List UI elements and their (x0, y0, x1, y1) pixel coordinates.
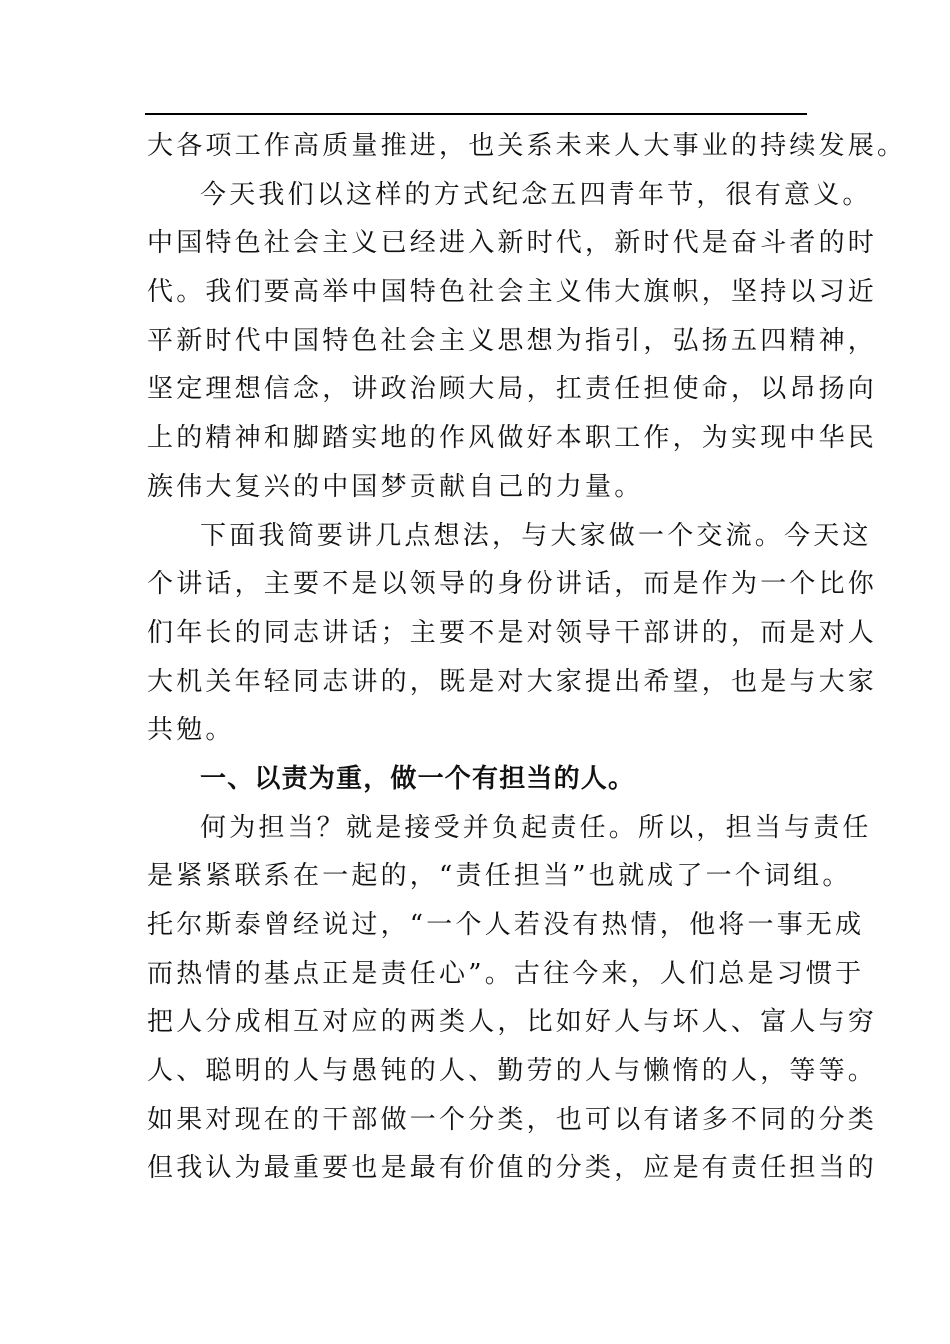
text-line: 代。我们要高举中国特色社会主义伟大旗帜，坚持以习近 (147, 277, 878, 308)
text-line: 而热情的基点正是责任心”。古往今来，人们总是习惯于 (147, 958, 865, 989)
text-line: 族伟大复兴的中国梦贡献自己的力量。 (147, 471, 644, 502)
text-line: 中国特色社会主义已经进入新时代，新时代是奋斗者的时 (147, 228, 878, 259)
paragraph-start-line: 今天我们以这样的方式纪念五四青年节，很有意义。 (200, 179, 872, 210)
text-line: 大各项工作高质量推进，也关系未来人大事业的持续发展。 (147, 131, 907, 161)
header-rule (145, 113, 807, 115)
text-line: 大机关年轻同志讲的，既是对大家提出希望，也是与大家 (147, 666, 878, 697)
text-line: 但我认为最重要也是最有价值的分类，应是有责任担当的 (147, 1153, 878, 1184)
text-line: 是紧紧联系在一起的，“责任担当”也就成了一个词组。 (147, 861, 852, 892)
text-line: 共勉。 (147, 715, 235, 746)
text-line: 如果对现在的干部做一个分类，也可以有诸多不同的分类 (147, 1104, 878, 1135)
paragraph-start-line: 下面我简要讲几点想法，与大家做一个交流。今天这 (200, 520, 872, 551)
text-line: 们年长的同志讲话；主要不是对领导干部讲的，而是对人 (147, 617, 878, 648)
text-line: 平新时代中国特色社会主义思想为指引，弘扬五四精神， (147, 325, 878, 356)
text-line: 上的精神和脚踏实地的作风做好本职工作，为实现中华民 (147, 423, 878, 454)
section-heading: 一、以责为重，做一个有担当的人。 (200, 763, 636, 794)
text-line: 坚定理想信念，讲政治顾大局，扛责任担使命，以昂扬向 (147, 374, 878, 405)
text-line: 个讲话，主要不是以领导的身份讲话，而是作为一个比你 (147, 569, 878, 600)
paragraph-start-line: 何为担当？就是接受并负起责任。所以，担当与责任 (200, 812, 872, 843)
text-line: 人、聪明的人与愚钝的人、勤劳的人与懒惰的人，等等。 (147, 1056, 878, 1087)
text-line: 把人分成相互对应的两类人，比如好人与坏人、富人与穷 (147, 1007, 878, 1038)
document-body (147, 122, 907, 1193)
text-line: 托尔斯泰曾经说过，“一个人若没有热情，他将一事无成 (147, 910, 865, 940)
